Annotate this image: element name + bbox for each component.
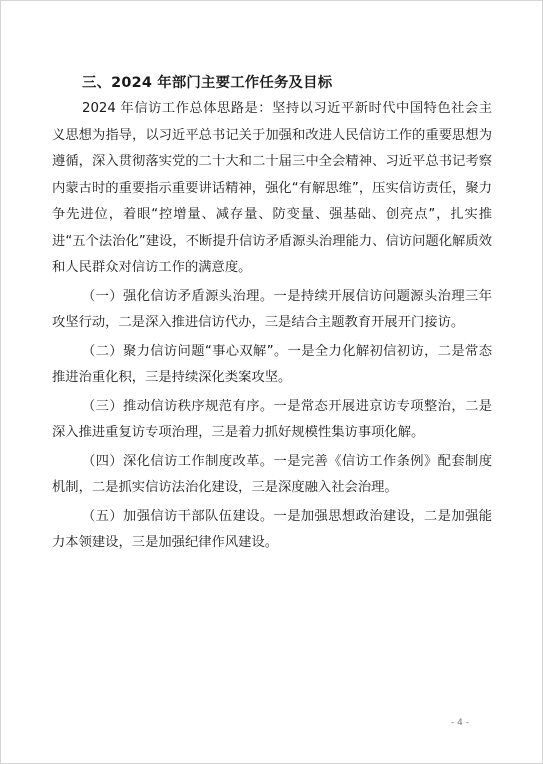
task-5-paragraph: （五）加强信访干部队伍建设。一是加强思想政治建设，二是加强能力本领建设，三是加强纪律作风建设。 [52,508,492,550]
task-1-paragraph: （一）强化信访矛盾源头治理。一是持续开展信访问题源头治理三年攻坚行动，二是深入推进信访代办，三是结合主题教育开展开门接访。 [52,288,492,330]
section-heading: 三、2024 年部门主要工作任务及目标 [82,75,333,91]
task-3-paragraph: （三）推动信访秩序规范有序。一是常态开展进京访专项整治，二是深入推进重复访专项治理，三是着力抓好规模性集访事项化解。 [52,398,492,440]
task-4-paragraph: （四）深化信访工作制度改革。一是完善《信访工作条例》配套制度机制，二是抓实信访法治化建设，三是深度融入社会治理。 [52,453,492,495]
document-body [52,72,492,557]
task-2-paragraph: （二）聚力信访问题“事心双解”。一是全力化解初信初访，二是常态推进治重化积，三是持续深化类案攻坚。 [52,343,492,385]
overview-paragraph: 2024 年信访工作总体思路是：坚持以习近平新时代中国特色社会主义思想为指导，以习近平总书记关于加强和改进人民信访工作的重要思想为遵循，深入贯彻落实党的二十大和二十届三中全会精神、习近平总书记考察内蒙古时的重要指示重要讲话精神，强化“有解思维”，压实信访责任，聚力争先进位，着眼“控增量、减存量、防变量、强基础、创亮点”，扎实推进“五个法治化”建设，不断提升信访矛盾源头治理能力、信访问题化解质效和人民群众对信访工作的满意度。 [52,101,492,275]
page-number: - 4 - [451,718,469,728]
